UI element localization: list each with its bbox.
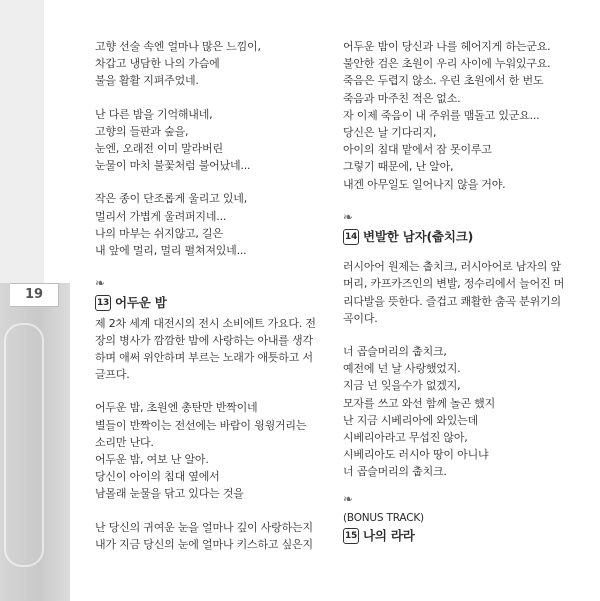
song-heading [95, 294, 333, 311]
lyric-line: 내가 지금 당신의 눈에 얼마나 키스하고 싶은지 [95, 537, 313, 551]
poem-line: 고향 선술 속엔 얼마나 많은 느낌이, [95, 40, 261, 53]
poem-stanza [95, 106, 333, 175]
lyric-line: 아이의 침대 맡에서 잠 못이루고 [343, 143, 492, 157]
track-number-badge: 13 [95, 295, 111, 311]
description-line: 머리, 카프카즈인의 변발, 정수리에서 늘어진 머 [343, 277, 565, 291]
flourish-ornament-icon: ❧ [343, 491, 354, 506]
lyric-line: 당신이 아이의 침대 옆에서 [95, 470, 220, 484]
song-heading [343, 527, 583, 544]
lyric-line: 내겐 아무일도 일어나지 않을 거야. [343, 177, 506, 191]
lyric-line: 난 당신의 귀여운 눈을 얼마나 깊이 사랑하는지 [95, 520, 313, 534]
song-title: 어두운 밤 [115, 295, 167, 311]
decorative-sidebar-band [0, 283, 70, 601]
song-title: 변발한 남자(춥치크) [363, 229, 474, 245]
song-description [343, 258, 583, 327]
poem-line: 내 앞에 멀리, 멀리 펼쳐져있네... [95, 244, 247, 258]
lyric-line: 모자를 쓰고 와선 함께 놀곤 했지 [343, 396, 496, 410]
poem-line: 눈엔, 오래전 이미 말라버린 [95, 142, 223, 156]
lyric-line: 소리만 난다. [95, 435, 154, 449]
track-number-badge: 15 [343, 528, 359, 544]
lyric-stanza [343, 343, 583, 481]
flourish-ornament-icon: ❧ [343, 209, 354, 224]
poem-line: 차갑고 냉담한 나의 가슴에 [95, 57, 220, 71]
page-number: 19 [10, 283, 59, 307]
right-column [343, 38, 583, 547]
poem-stanza [95, 38, 333, 90]
lyric-line: 너 곱슬머리의 춥치크, [343, 345, 447, 359]
lyric-line: 당신은 날 기다리지, [343, 126, 437, 140]
poem-line: 작은 종이 단조롭게 울리고 있네, [95, 192, 248, 206]
lyric-line: 어두운 밤, 초원엔 총탄만 반짝이네 [95, 401, 258, 415]
lyric-line: 너 곱슬머리의 춥치크. [343, 465, 447, 479]
lyric-line: 지금 넌 잊을수가 없겠지, [343, 379, 461, 393]
lyric-stanza [95, 399, 333, 502]
lyric-line: 남몰래 눈물을 닦고 있다는 것을 [95, 487, 244, 501]
poem-line: 멀리서 가볍게 울려퍼지네... [95, 209, 227, 223]
left-column [95, 38, 333, 553]
description-line: 하며 애써 위안하며 부르는 노래가 애틋하고 서 [95, 351, 313, 365]
description-line: 글프다. [95, 368, 130, 382]
flourish-ornament-icon: ❧ [95, 276, 106, 291]
lyric-line: 난 지금 시베리아에 와있는데 [343, 413, 479, 427]
song-heading [343, 228, 583, 245]
poem-line: 고향의 들판과 숲을, [95, 124, 189, 138]
description-line: 장의 병사가 깜깜한 밤에 사랑하는 아내를 생각 [95, 333, 313, 347]
lyric-line: 시베리아라고 무섭진 않아, [343, 431, 468, 445]
lyric-line: 어두운 밤, 여보 난 알아. [95, 453, 209, 467]
description-line: 곡이다. [343, 311, 378, 325]
description-line: 제 2차 세계 대전시의 전시 소비에트 가요다. 전 [95, 316, 316, 330]
lyric-line: 시베리아도 러시아 땅이 아니냐 [343, 448, 489, 462]
lyric-line: 죽음과 마주친 적은 없소. [343, 91, 461, 105]
lyric-line: 불안한 검은 초원이 우리 사이에 누워있구요. [343, 57, 551, 71]
lyric-stanza [343, 38, 583, 193]
lyric-stanza [95, 519, 333, 553]
description-line: 러시아어 원제는 춥치크, 러시아어로 남자의 앞 [343, 260, 561, 274]
bonus-track-label: (BONUS TRACK) [343, 511, 424, 524]
lyric-line: 어두운 밤이 당신과 나를 헤어지게 하는군요. [343, 40, 551, 53]
poem-stanza [95, 190, 333, 259]
lyric-line: 그렇기 때문에, 난 알아, [343, 160, 454, 174]
track-number-badge: 14 [343, 229, 359, 245]
poem-line: 눈물이 마치 불꽃처럼 불어났네... [95, 159, 251, 173]
poem-line: 나의 마부는 쉬지않고, 길은 [95, 226, 223, 240]
poem-line: 난 다른 밤을 기억해내네, [95, 107, 213, 121]
lyric-line: 예전에 넌 날 사랑했었지. [343, 362, 461, 376]
song-description [95, 315, 333, 384]
poem-line: 불을 활활 지펴주었네. [95, 74, 199, 88]
lyric-line: 자 이제 죽음이 내 주위를 맴돌고 있군요... [343, 108, 540, 122]
description-line: 리다발을 뜻한다. 즐겁고 쾌활한 춤곡 분위기의 [343, 294, 561, 308]
lyric-line: 별들이 반짝이는 전선에는 바람이 윙윙거리는 [95, 418, 307, 432]
song-title: 나의 라라 [363, 528, 415, 544]
lyric-line: 죽음은 두렵지 않소. 우린 초원에서 한 번도 [343, 74, 544, 88]
